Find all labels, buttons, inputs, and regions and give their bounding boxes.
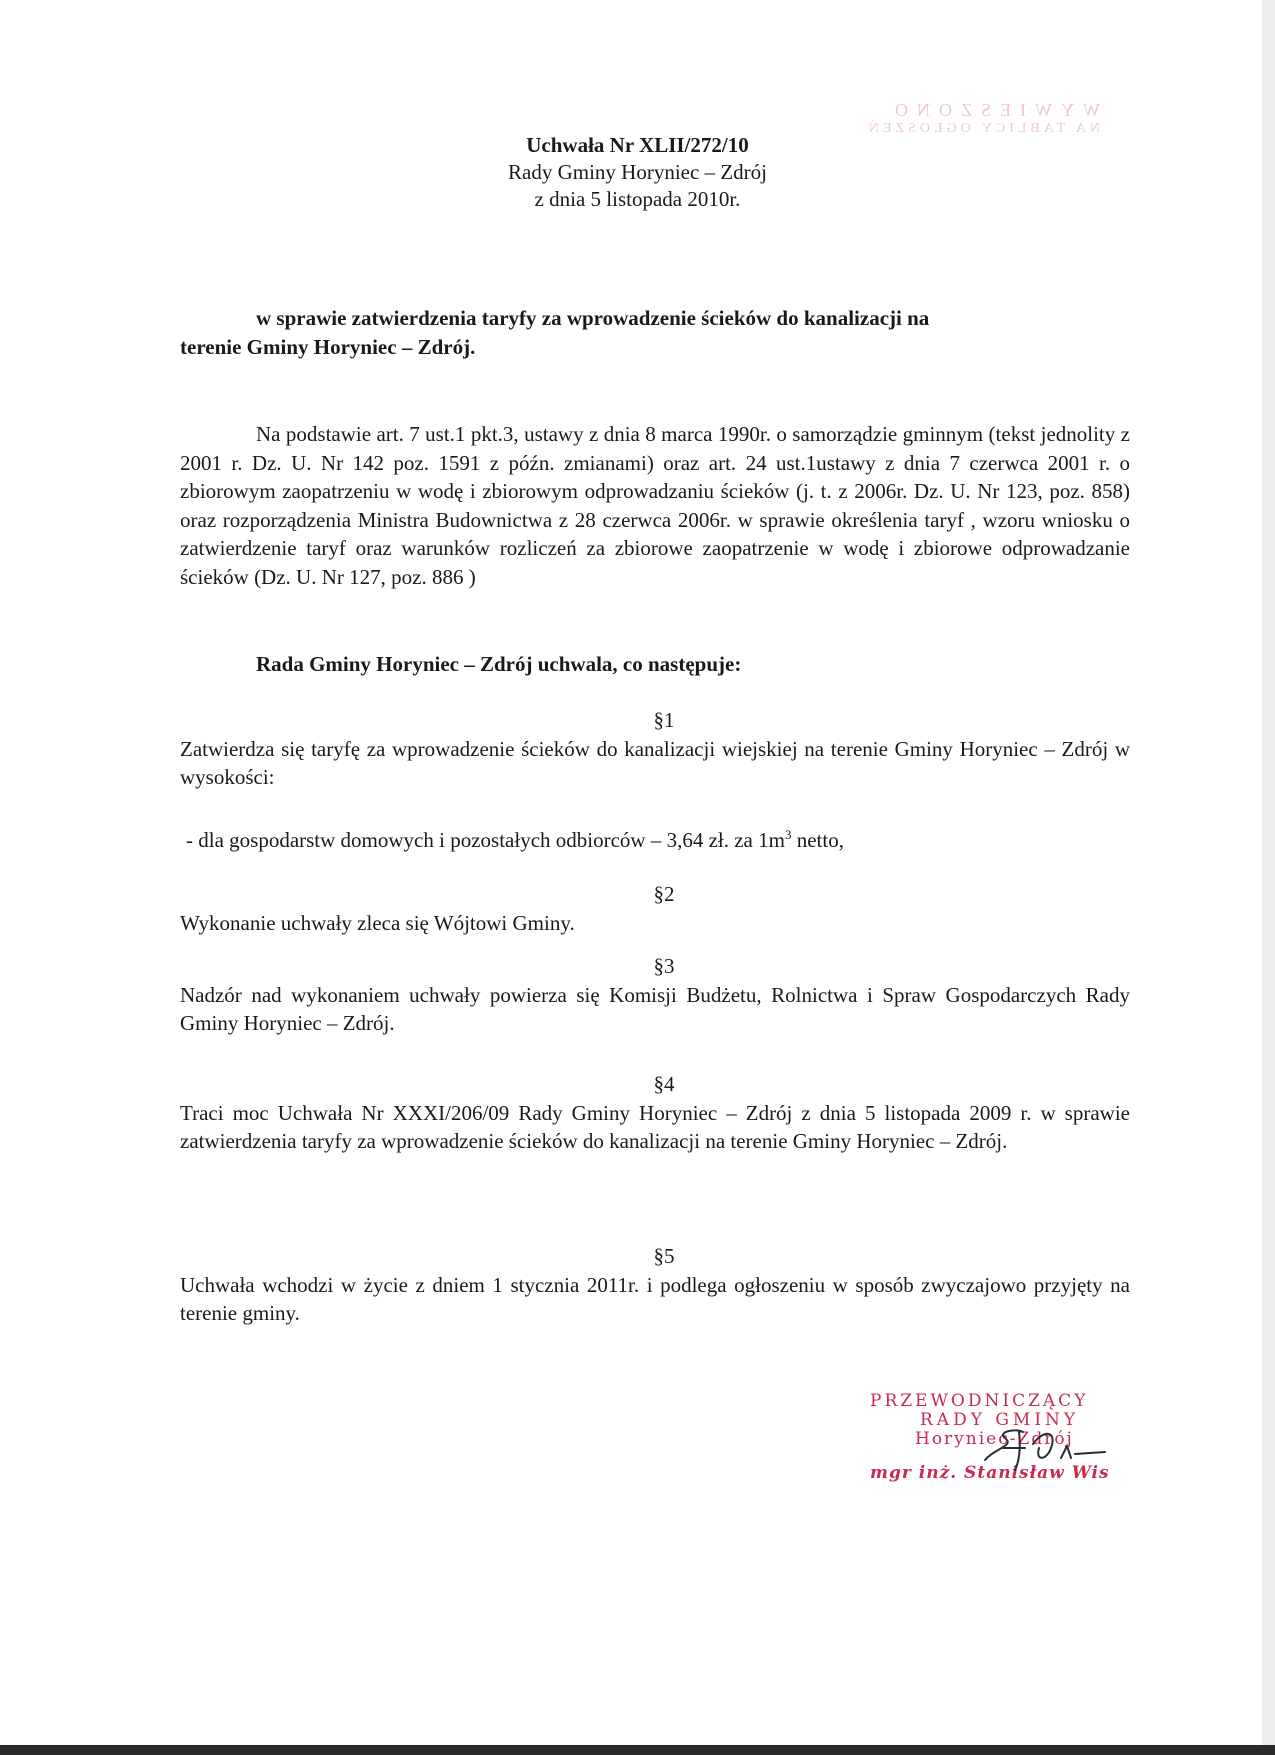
- faint-stamp-line-1: WYWIESZONO: [886, 100, 1100, 120]
- section-body: Nadzór nad wykonaniem uchwały powierza się Komisji Budżetu, Rolnictwa i Spraw Gospodarczych Rady Gminy Horyniec – Zdrój.: [180, 982, 1130, 1036]
- resolution-title: Uchwała Nr XLII/272/10: [526, 133, 749, 157]
- resolution-date: z dnia 5 listopada 2010r.: [534, 187, 741, 211]
- section-1: [180, 706, 1130, 792]
- resolve-statement: Rada Gminy Horyniec – Zdrój uchwala, co następuje:: [256, 652, 742, 676]
- section-mark: §4: [653, 1072, 675, 1096]
- resolution-subject: [180, 304, 1130, 362]
- section-body: Zatwierdza się taryfę za wprowadzenie ścieków do kanalizacji wiejskiej na terenie Gminy Horyniec – Zdrój w wysokości:: [180, 736, 1130, 790]
- stamp-municipality: Horyniec-Zdrój: [915, 1429, 1074, 1449]
- section-3: [180, 952, 1130, 1038]
- section-mark: §3: [653, 954, 675, 978]
- section-mark: §1: [653, 708, 675, 732]
- section-body: Uchwała wchodzi w życie z dniem 1 stycznia 2011r. i podlega ogłoszeniu w sposób zwyczajowo przyjęty na terenie gminy.: [180, 1272, 1130, 1326]
- council-name: Rady Gminy Horyniec – Zdrój: [508, 160, 767, 184]
- handwritten-signature: [975, 1418, 1115, 1478]
- subject-line-2: terenie Gminy Horyniec – Zdrój.: [180, 335, 476, 359]
- stamp-council: RADY GMINY: [920, 1410, 1080, 1430]
- section-body: Traci moc Uchwała Nr XXXI/206/09 Rady Gminy Horyniec – Zdrój z dnia 5 listopada 2009 r. w sprawie zatwierdzenia taryfy za wprowadzenie ścieków do kanalizacji na terenie Gminy Horyniec – Zdrój.: [180, 1100, 1130, 1154]
- tariff-suffix: netto,: [791, 828, 844, 852]
- section-mark: §5: [653, 1244, 675, 1268]
- subject-line-1: w sprawie zatwierdzenia taryfy za wprowadzenie ścieków do kanalizacji na: [256, 306, 930, 330]
- section-4: [180, 1070, 1130, 1156]
- section-body: Wykonanie uchwały zleca się Wójtowi Gminy.: [180, 910, 575, 935]
- stamp-name: mgr inż. Stanisław Wis: [870, 1463, 1110, 1483]
- scan-bottom-edge: [0, 1745, 1275, 1755]
- section-5: [180, 1242, 1130, 1328]
- tariff-text: - dla gospodarstw domowych i pozostałych odbiorców – 3,64 zł. za 1m: [186, 828, 785, 852]
- tariff-line: [186, 827, 844, 853]
- faint-stamp-line-2: NA TABLICY OGŁOSZEŃ: [864, 121, 1100, 136]
- scan-right-edge: [1262, 0, 1275, 1755]
- section-2: [180, 880, 1130, 937]
- legal-basis-paragraph: Na podstawie art. 7 ust.1 pkt.3, ustawy z dnia 8 marca 1990r. o samorządzie gminnym (tekst jednolity z 2001 r. Dz. U. Nr 142 poz. 1591 z późn. zmianami) oraz art. 24 ust.1ustawy z dnia 7 czerwca 2001 r. o zbiorowym zaopatrzeniu w wodę i zbiorowym odprowadzaniu ścieków (j. t. z 2006r. Dz. U. Nr 123, poz. 858) oraz rozporządzenia Ministra Budownictwa z 28 czerwca 2006r. w sprawie określenia taryf , wzoru wniosku o zatwierdzenie taryf oraz warunków rozliczeń za zbiorowe zaopatrzenie w wodę i zbiorowe odprowadzanie ścieków (Dz. U. Nr 127, poz. 886 ): [180, 422, 1130, 589]
- tariff-exponent: 3: [784, 827, 792, 842]
- resolution-header: [0, 132, 1275, 213]
- section-mark: §2: [653, 882, 675, 906]
- stamp-title: PRZEWODNICZĄCY: [870, 1391, 1089, 1411]
